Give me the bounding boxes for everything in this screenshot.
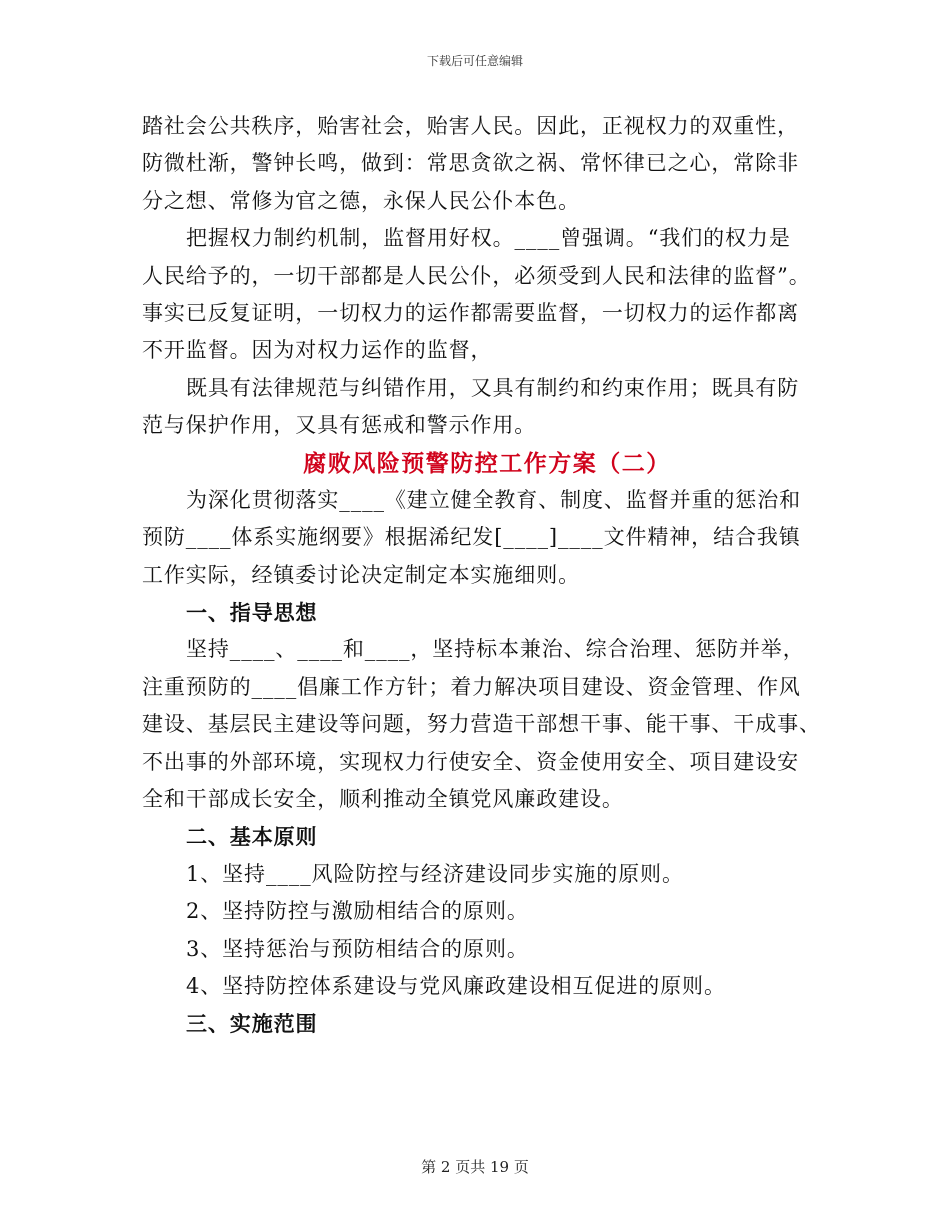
- paragraph-line: 不出事的外部环境，实现权力行使安全、资金使用安全、项目建设安: [142, 749, 799, 774]
- paragraph-line: 把握权力制约机制，监督用好权。____曾强调。“我们的权力是: [186, 226, 791, 251]
- page-footer: 第 2 页共 19 页: [421, 1158, 529, 1176]
- page-header-note: 下载后可任意编辑: [426, 54, 523, 68]
- paragraph-line: 为深化贯彻落实____《建立健全教育、制度、监督并重的惩治和: [186, 487, 801, 512]
- paragraph-line: 坚持____、____和____，坚持标本兼治、综合治理、惩防并举，: [186, 637, 805, 662]
- list-item: 3、坚持惩治与预防相结合的原则。: [186, 936, 529, 961]
- paragraph-line: 防微杜渐，警钟长鸣，做到：常思贪欲之祸、常怀律已之心，常除非: [142, 151, 799, 176]
- paragraph-line: 事实已反复证明，一切权力的运作都需要监督，一切权力的运作都离: [142, 300, 799, 325]
- paragraph-line: 预防____体系实施纲要》根据浠纪发[____]____文件精神，结合我镇: [142, 525, 801, 550]
- list-item: 2、坚持防控与激励相结合的原则。: [186, 899, 529, 924]
- section-heading: 一、指导思想: [186, 600, 318, 626]
- section-heading: 二、基本原则: [186, 824, 318, 850]
- paragraph-line: 范与保护作用，又具有惩戒和警示作用。: [142, 413, 537, 438]
- paragraph-line: 建设、基层民主建设等问题，努力营造干部想干事、能干事、干成事、: [142, 712, 821, 737]
- paragraph-line: 注重预防的____倡廉工作方针；着力解决项目建设、资金管理、作风: [142, 674, 801, 699]
- section-heading: 三、实施范围: [186, 1011, 318, 1037]
- document-body: [142, 108, 822, 1043]
- paragraph-line: 全和干部成长安全，顺利推动全镇党风廉政建设。: [142, 787, 624, 812]
- document-title: 腐败风险预警防控工作方案（二）: [303, 449, 671, 477]
- paragraph-line: 分之想、常修为官之德，永保人民公仆本色。: [142, 188, 580, 213]
- paragraph-line: 踏社会公共秩序，贻害社会，贻害人民。因此，正视权力的双重性，: [142, 114, 799, 138]
- paragraph-line: 既具有法律规范与纠错作用，又具有制约和约束作用；既具有防: [186, 375, 800, 400]
- paragraph-line: 工作实际，经镇委讨论决定制定本实施细则。: [142, 562, 580, 587]
- list-item: 4、坚持防控体系建设与党风廉政建设相互促进的原则。: [186, 973, 726, 998]
- paragraph-line: 不开监督。因为对权力运作的监督，: [142, 338, 493, 363]
- list-item: 1、坚持____风险防控与经济建设同步实施的原则。: [186, 861, 684, 886]
- paragraph-line: 人民给予的，一切干部都是人民公仆，必须受到人民和法律的监督”。: [142, 263, 811, 288]
